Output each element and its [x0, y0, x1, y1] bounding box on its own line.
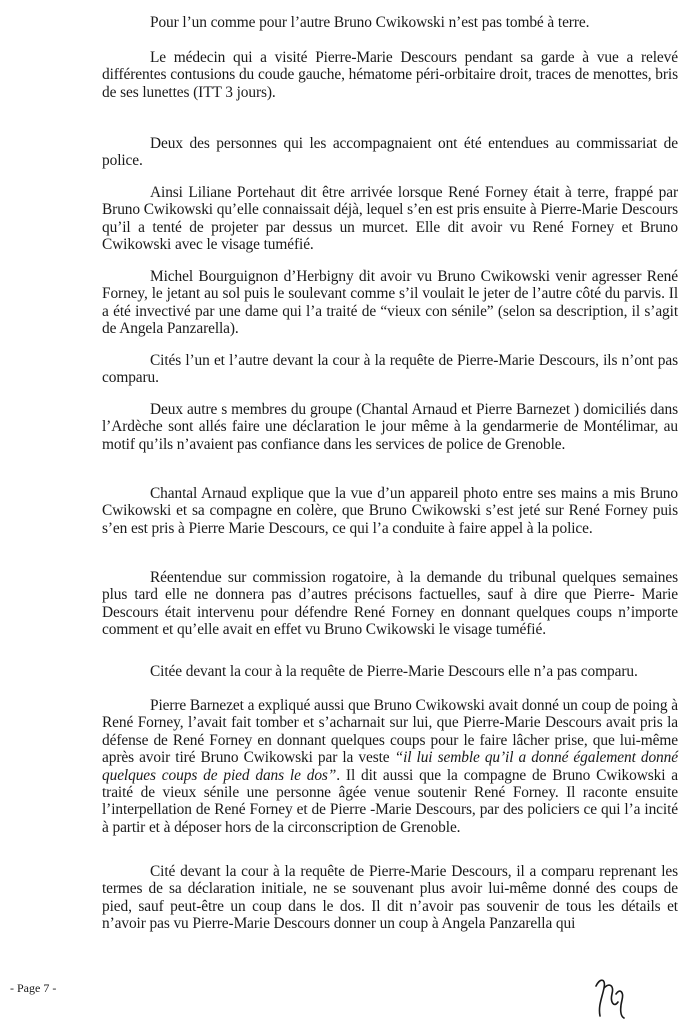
paragraph-1: Pour l’un comme pour l’autre Bruno Cwikowski n’est pas tombé à terre.	[150, 14, 590, 31]
paragraph-11-quote: “il lui semble qu’il a donné également donné quelques coups de pied dans le dos”	[102, 749, 678, 784]
paragraph-12: Cité devant la cour à la requête de Pierre-Marie Descours, il a comparu reprenant les termes de sa déclaration initiale, ne se souvenant plus avoir lui-même donné des coups de pied, sauf peut-être un coup dans le dos. Il dit n’avoir pas souvenir de tous les détails et n’avoir pas vu Pierre-Marie Descours donner un coup à Angela Panzarella qui	[102, 863, 678, 933]
paragraph-7: Deux autre s membres du groupe (Chantal Arnaud et Pierre Barnezet ) domiciliés dans l’Ardèche sont allés faire une déclaration le jour même à la gendarmerie de Montélimar, au motif qu’ils n’avaient pas confiance dans les services de police de Grenoble.	[102, 401, 678, 453]
page-number: - Page 7 -	[10, 981, 57, 995]
paragraph-10: Citée devant la cour à la requête de Pierre-Marie Descours elle n’a pas comparu.	[150, 663, 638, 680]
paragraph-3: Deux des personnes qui les accompagnaient ont été entendues au commissariat de police.	[102, 135, 678, 170]
paragraph-5: Michel Bourguignon d’Herbigny dit avoir vu Bruno Cwikowski venir agresser René Forney, le jetant au sol puis le soulevant comme s’il voulait le jeter de l’autre côté du parvis. Il a été invectivé par une dame qui l’a traité de “vieux con sénile” (selon sa description, il s’agit de Angela Panzarella).	[102, 268, 678, 338]
paragraph-11-text: Pierre Barnezet a expliqué aussi que Bruno Cwikowski avait donné un coup de poing à René Forney, l’avait fait tomber et s’acharnait sur lui, que Pierre-Marie Descours avait pris la défense de René Forney en donnant quelques coups pour le faire lâcher prise, que lui-même après avoir tiré Bruno Cwikowski par la veste	[102, 697, 678, 767]
paragraph-4: Ainsi Liliane Portehaut dit être arrivée lorsque René Forney était à terre, frappé par Bruno Cwikowski qu’elle connaissait déjà, lequel s’en est pris ensuite à Pierre-Marie Descours qu’il a tenté de projeter par dessus un murcet. Elle dit avoir vu René Forney et Bruno Cwikowski avec le visage tuméfié.	[102, 184, 678, 254]
paragraph-6: Cités l’un et l’autre devant la cour à la requête de Pierre-Marie Descours, ils n’ont pas comparu.	[102, 352, 678, 387]
paragraph-8: Chantal Arnaud explique que la vue d’un appareil photo entre ses mains a mis Bruno Cwikowski et sa compagne en colère, que Bruno Cwikowski s’est jeté sur René Forney puis s’en est pris à Pierre Marie Descours, ce qui l’a conduite à faire appel à la police.	[102, 485, 678, 537]
paragraph-2: Le médecin qui a visité Pierre-Marie Descours pendant sa garde à vue a relevé différentes contusions du coude gauche, hématome péri-orbitaire droit, traces de menottes, bris de ses lunettes (ITT 3 jours).	[102, 49, 678, 101]
signature-initials	[590, 972, 630, 1022]
paragraph-11-rest: . Il dit aussi que la compagne de Bruno Cwikowski a traité de vieux sénile une personne âgée venue soutenir René Forney. Il raconte ensuite l’interpellation de René Forney et de Pierre -Marie Descours, par des policiers ce qui l’a incité à partir et à déposer hors de la circonscription de Grenoble.	[102, 766, 678, 836]
paragraph-9: Réentendue sur commission rogatoire, à la demande du tribunal quelques semaines plus tard elle ne donnera pas d’autres précisons factuelles, sauf à dire que Pierre- Marie Descours était intervenu pour défendre René Forney en donnant quelques coups n’importe comment et qu’elle avait en effet vu Bruno Cwikowski le visage tuméfié.	[102, 569, 678, 639]
paragraph-11	[102, 697, 678, 836]
